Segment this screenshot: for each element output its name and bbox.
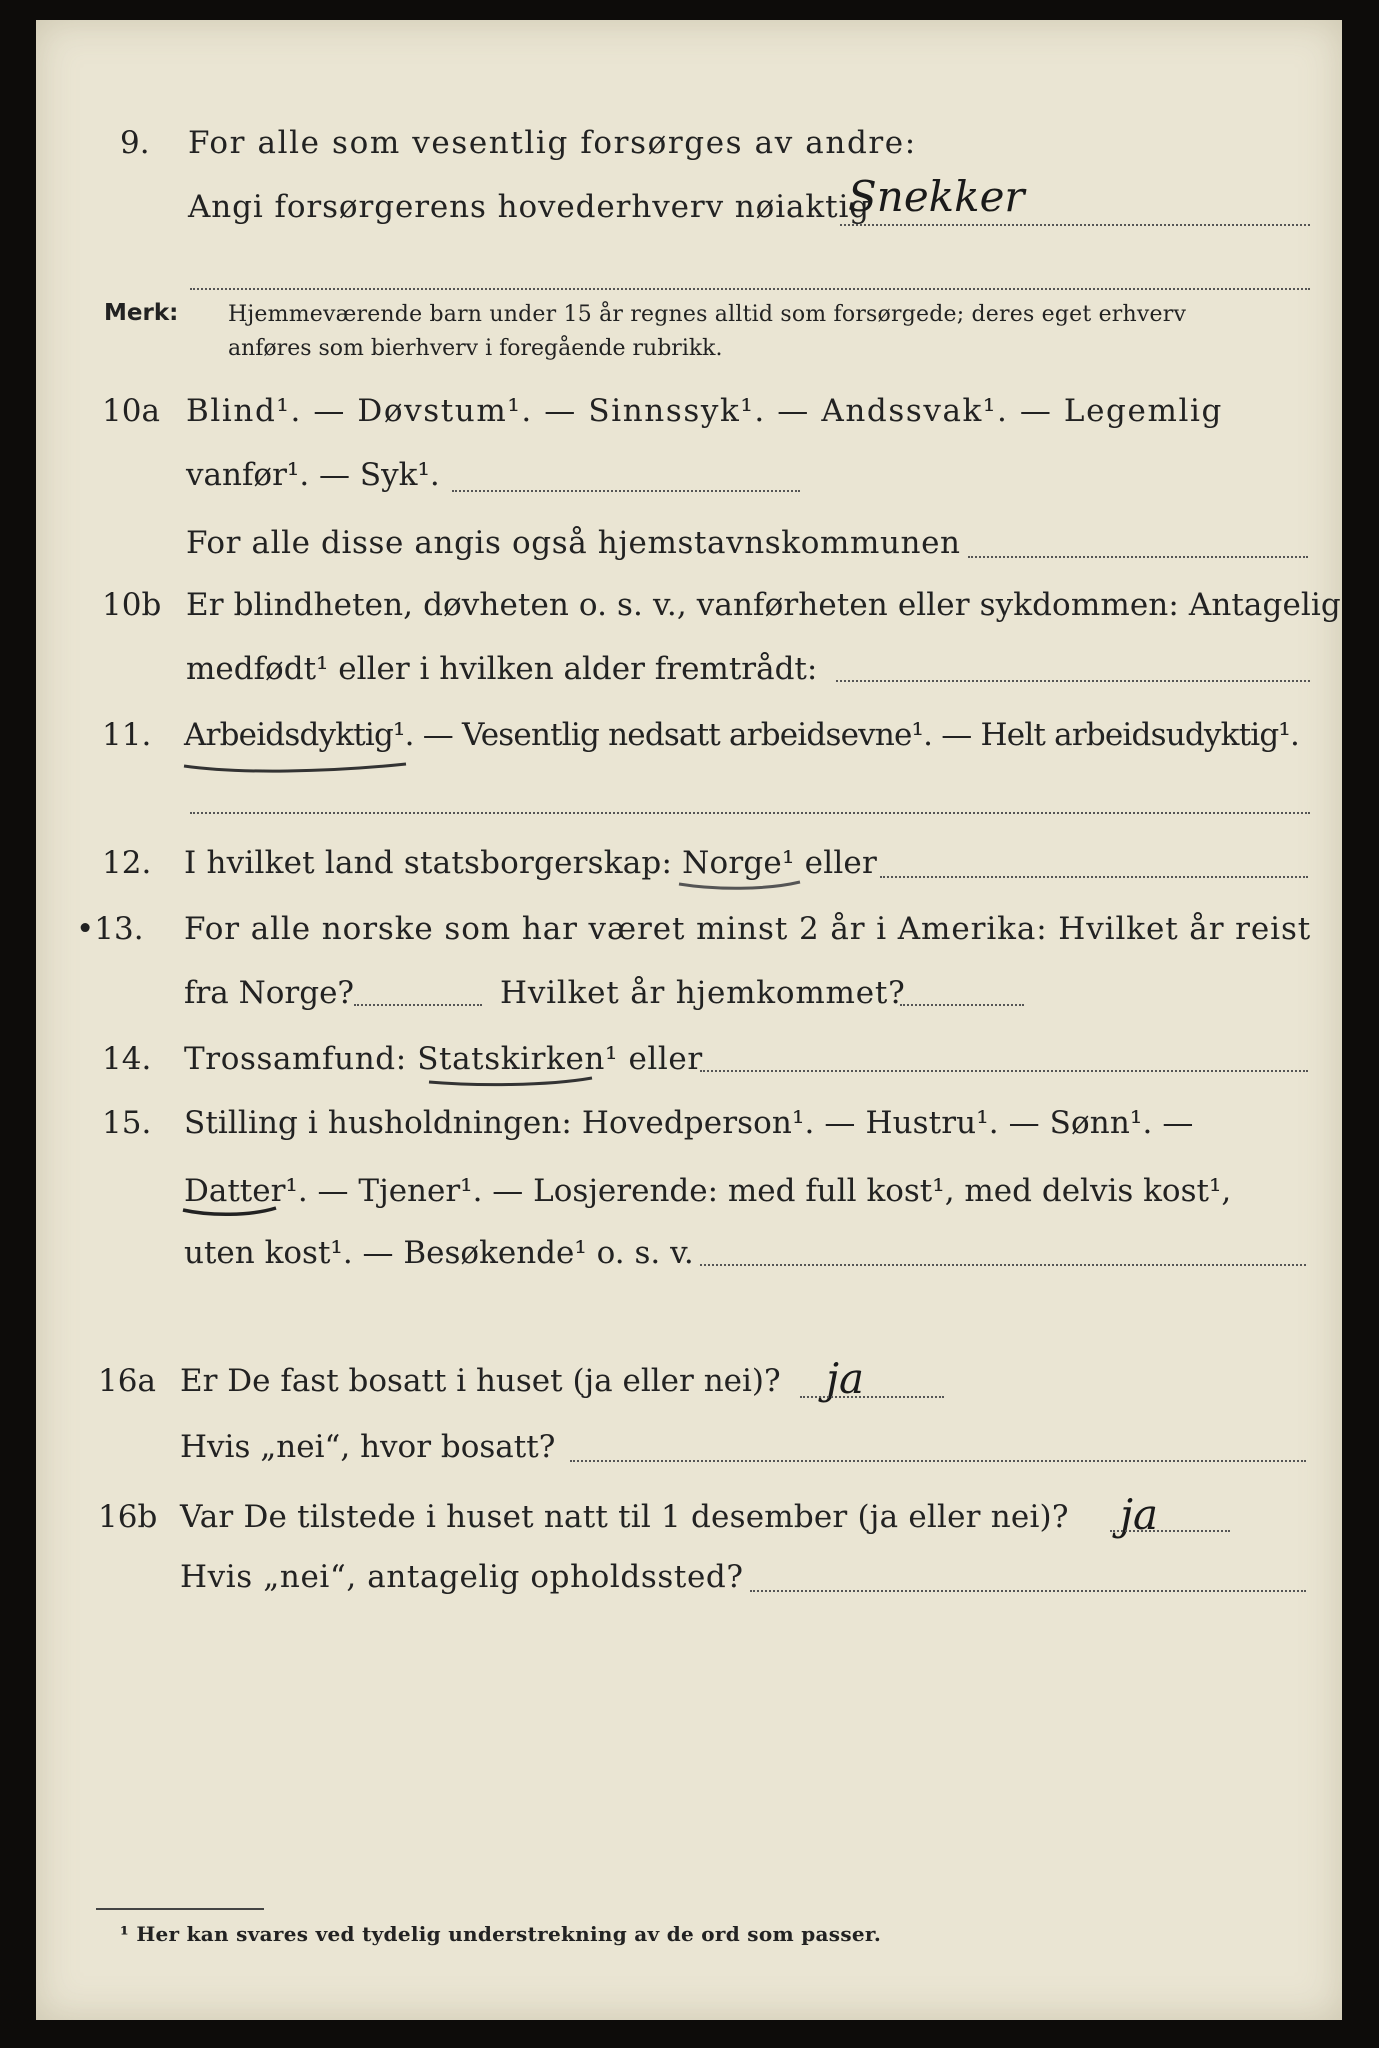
q15-answer-line — [700, 1264, 1306, 1266]
q15-line3: uten kost¹. — Besøkende¹ o. s. v. — [184, 1235, 694, 1271]
q10a-number: 10a — [102, 393, 160, 429]
footnote-separator — [96, 1908, 264, 1910]
q10a-syk-line — [452, 490, 800, 492]
q10a-home-line — [968, 556, 1308, 558]
q16a-line1: Er De fast bosatt i huset (ja eller nei)? — [180, 1363, 781, 1399]
q13-line1: For alle norske som har været minst 2 år i Amerika: Hvilket år reist — [184, 911, 1312, 947]
q9-number: 9. — [120, 125, 150, 161]
merk-label: Merk: — [104, 300, 179, 326]
q11-extra-line — [190, 812, 1310, 814]
q9-answer: Snekker — [848, 172, 1025, 221]
q14-number: 14. — [102, 1041, 152, 1077]
q12-handwritten-underline — [676, 876, 804, 896]
q16b-answer-line — [1110, 1530, 1230, 1532]
q14-answer-line — [700, 1070, 1308, 1072]
q10a-line1: Blind¹. — Døvstum¹. — Sinnssyk¹. — Andssvak¹. — Legemlig — [186, 393, 1223, 429]
q12-line1: I hvilket land statsborgerskap: Norge¹ eller — [184, 845, 877, 881]
merk-line2: anføres som bierhverv i foregående rubrikk. — [228, 336, 723, 361]
q12-answer-line — [880, 876, 1308, 878]
q10b-line2: medfødt¹ eller i hvilken alder fremtrådt: — [186, 651, 818, 687]
q14-line1: Trossamfund: Statskirken¹ eller — [184, 1041, 703, 1077]
q16b-opholdssted-line — [750, 1590, 1306, 1592]
q10a-line3: For alle disse angis også hjemstavnskommunen — [186, 525, 961, 561]
q9-answer-line — [840, 224, 1310, 226]
q16a-answer: ja — [826, 1354, 865, 1403]
q11-line1: Arbeidsdyktig¹. — Vesentlig nedsatt arbeidsevne¹. — Helt arbeidsudyktig¹. — [184, 717, 1300, 753]
q16a-line2: Hvis „nei“, hvor bosatt? — [180, 1429, 556, 1465]
q9-line2: Angi forsørgerens hovederhverv nøiaktig — [188, 189, 871, 225]
q15-number: 15. — [102, 1105, 152, 1141]
q10a-line2: vanfør¹. — Syk¹. — [186, 457, 440, 493]
q13-line2a: fra Norge? — [184, 975, 355, 1011]
q15-handwritten-underline — [180, 1202, 280, 1222]
q11-handwritten-underline — [180, 752, 410, 776]
q10b-answer-line — [836, 680, 1310, 682]
q11-number: 11. — [102, 717, 152, 753]
q16a-number: 16a — [98, 1363, 156, 1399]
q9-line1: For alle som vesentlig forsørges av andre: — [188, 125, 917, 161]
q16a-bosatt-line — [570, 1460, 1306, 1462]
q10b-line1: Er blindheten, døvheten o. s. v., vanførheten eller sykdommen: Antagelig — [186, 587, 1341, 623]
q16b-answer: ja — [1120, 1490, 1159, 1539]
q16a-answer-line — [800, 1396, 944, 1398]
q16b-line2: Hvis „nei“, antagelig opholdssted? — [180, 1559, 744, 1595]
q16b-number: 16b — [98, 1499, 158, 1535]
q13-line2b: Hvilket år hjemkommet? — [500, 975, 906, 1011]
footnote-text: ¹ Her kan svares ved tydelig understrekning av de ord som passer. — [120, 1922, 882, 1946]
q15-line2: Datter¹. — Tjener¹. — Losjerende: med full kost¹, med delvis kost¹, — [184, 1173, 1232, 1209]
q10b-number: 10b — [102, 587, 162, 623]
q13-left-line — [354, 1004, 482, 1006]
q13-right-line — [900, 1004, 1024, 1006]
q16b-line1: Var De tilstede i huset natt til 1 desember (ja eller nei)? — [180, 1499, 1069, 1535]
q9-extra-line — [190, 288, 1310, 290]
q15-line1: Stilling i husholdningen: Hovedperson¹. — Hustru¹. — Sønn¹. — — [184, 1105, 1194, 1141]
q13-number: •13. — [76, 911, 144, 947]
q14-handwritten-underline — [426, 1072, 596, 1092]
q12-number: 12. — [102, 845, 152, 881]
merk-line1: Hjemmeværende barn under 15 år regnes alltid som forsørgede; deres eget erhverv — [228, 302, 1187, 327]
